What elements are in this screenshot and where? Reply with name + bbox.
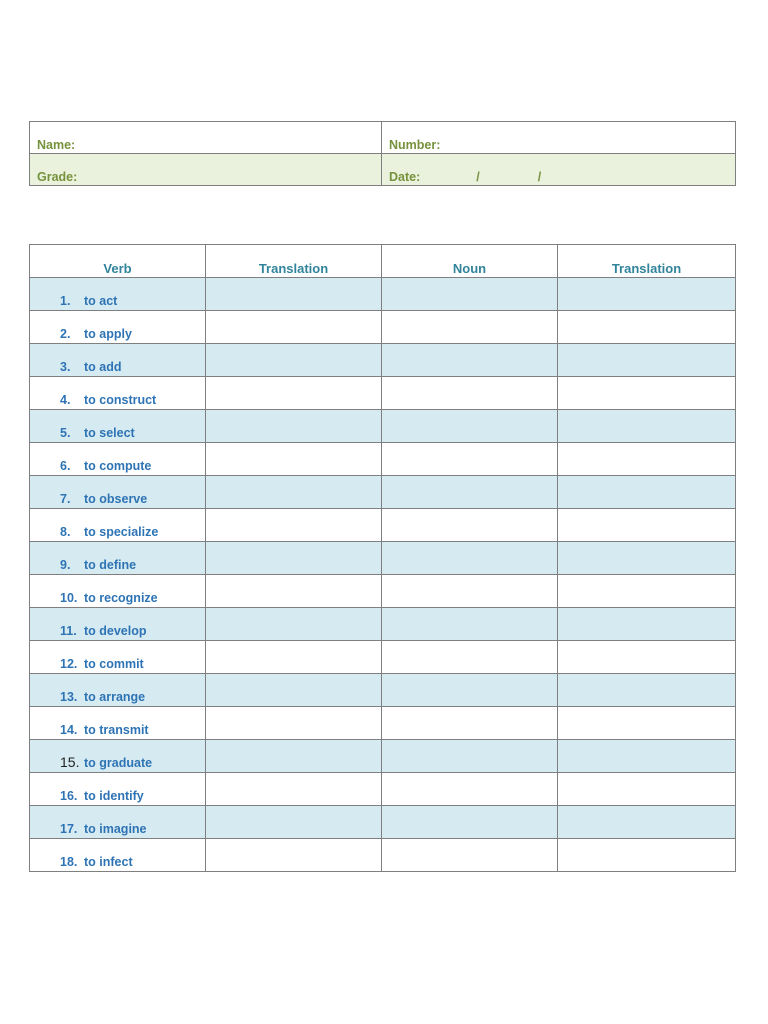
noun-cell[interactable] [382, 311, 558, 344]
verb-cell [30, 674, 206, 707]
column-header-translation: Translation [558, 245, 736, 278]
verb-text: to transmit [84, 723, 149, 737]
verb-text: to identify [84, 789, 144, 803]
verb-translation-cell[interactable] [206, 707, 382, 740]
verb-cell [30, 278, 206, 311]
verb-cell [30, 509, 206, 542]
noun-translation-cell[interactable] [558, 344, 736, 377]
verb-text: to infect [84, 855, 133, 869]
grade-field[interactable] [30, 154, 382, 186]
table-row [30, 311, 736, 344]
table-row [30, 608, 736, 641]
verb-text: to apply [84, 327, 132, 341]
table-row [30, 542, 736, 575]
row-number: 17. [60, 822, 78, 836]
date-field[interactable] [382, 154, 736, 186]
number-field[interactable] [382, 122, 736, 154]
row-number: 2. [60, 327, 71, 341]
noun-cell[interactable] [382, 377, 558, 410]
date-label: Date: [389, 170, 421, 184]
noun-cell[interactable] [382, 740, 558, 773]
verb-text: to develop [84, 624, 147, 638]
verb-translation-cell[interactable] [206, 476, 382, 509]
noun-cell[interactable] [382, 674, 558, 707]
row-number: 11. [60, 624, 77, 638]
table-header-row [30, 245, 736, 278]
verb-cell [30, 410, 206, 443]
verb-cell [30, 740, 206, 773]
column-header-translation: Translation [206, 245, 382, 278]
verb-text: to act [84, 294, 118, 308]
name-label: Name: [37, 138, 76, 152]
row-number: 12. [60, 657, 78, 671]
number-label: Number: [389, 138, 441, 152]
verb-translation-cell[interactable] [206, 740, 382, 773]
row-number: 9. [60, 558, 71, 572]
noun-cell[interactable] [382, 542, 558, 575]
noun-cell[interactable] [382, 509, 558, 542]
row-number: 6. [60, 459, 71, 473]
row-number: 7. [60, 492, 71, 506]
verb-text: to add [84, 360, 122, 374]
verb-cell [30, 839, 206, 872]
verb-translation-cell[interactable] [206, 278, 382, 311]
verb-text: to recognize [84, 591, 158, 605]
noun-translation-cell[interactable] [558, 410, 736, 443]
verb-text: to graduate [84, 756, 153, 770]
noun-translation-cell[interactable] [558, 311, 736, 344]
verb-translation-cell[interactable] [206, 575, 382, 608]
table-row [30, 575, 736, 608]
row-number: 3. [60, 360, 71, 374]
table-row [30, 806, 736, 839]
verb-cell [30, 542, 206, 575]
noun-cell[interactable] [382, 344, 558, 377]
verb-cell [30, 575, 206, 608]
verb-translation-cell[interactable] [206, 410, 382, 443]
verb-cell [30, 773, 206, 806]
noun-translation-cell[interactable] [558, 839, 736, 872]
date-separator: / [476, 170, 480, 184]
verb-text: to imagine [84, 822, 147, 836]
noun-translation-cell[interactable] [558, 476, 736, 509]
noun-translation-cell[interactable] [558, 509, 736, 542]
verb-text: to specialize [84, 525, 159, 539]
verb-cell [30, 476, 206, 509]
name-field[interactable] [30, 122, 382, 154]
info-row-name-number [30, 122, 736, 154]
noun-translation-cell[interactable] [558, 806, 736, 839]
date-separator: / [537, 170, 542, 184]
row-number: 1. [60, 294, 71, 308]
column-header-verb: Verb [30, 245, 206, 278]
verb-translation-cell[interactable] [206, 311, 382, 344]
verb-cell [30, 641, 206, 674]
row-number: 8. [60, 525, 71, 539]
noun-translation-cell[interactable] [558, 575, 736, 608]
noun-translation-cell[interactable] [558, 608, 736, 641]
table-row [30, 773, 736, 806]
verb-translation-cell[interactable] [206, 344, 382, 377]
student-info-table [29, 121, 736, 186]
verb-translation-cell[interactable] [206, 443, 382, 476]
noun-translation-cell[interactable] [558, 542, 736, 575]
noun-translation-cell[interactable] [558, 641, 736, 674]
verb-text: to construct [84, 393, 157, 407]
verb-translation-cell[interactable] [206, 773, 382, 806]
row-number: 15. [60, 754, 80, 770]
noun-cell[interactable] [382, 608, 558, 641]
noun-translation-cell[interactable] [558, 740, 736, 773]
verb-translation-cell[interactable] [206, 674, 382, 707]
verb-translation-cell[interactable] [206, 608, 382, 641]
noun-translation-cell[interactable] [558, 278, 736, 311]
noun-cell[interactable] [382, 839, 558, 872]
verb-translation-cell[interactable] [206, 377, 382, 410]
table-row [30, 476, 736, 509]
verb-text: to commit [84, 657, 144, 671]
table-row [30, 410, 736, 443]
verb-cell [30, 608, 206, 641]
noun-cell[interactable] [382, 443, 558, 476]
verb-text: to compute [84, 459, 152, 473]
noun-translation-cell[interactable] [558, 773, 736, 806]
noun-translation-cell[interactable] [558, 443, 736, 476]
noun-translation-cell[interactable] [558, 707, 736, 740]
verb-translation-cell[interactable] [206, 509, 382, 542]
table-row [30, 509, 736, 542]
verb-text: to select [84, 426, 135, 440]
noun-translation-cell[interactable] [558, 377, 736, 410]
noun-cell[interactable] [382, 410, 558, 443]
row-number: 14. [60, 723, 78, 737]
row-number: 16. [60, 789, 78, 803]
table-row [30, 674, 736, 707]
grade-label: Grade: [37, 170, 78, 184]
verb-text: to arrange [84, 690, 146, 704]
table-row [30, 707, 736, 740]
row-number: 10. [60, 591, 78, 605]
table-row [30, 641, 736, 674]
table-row [30, 740, 736, 773]
noun-cell[interactable] [382, 707, 558, 740]
verb-translation-cell[interactable] [206, 806, 382, 839]
row-number: 13. [60, 690, 78, 704]
row-number: 18. [60, 855, 78, 869]
verb-cell [30, 806, 206, 839]
verb-cell [30, 707, 206, 740]
table-row [30, 443, 736, 476]
noun-cell[interactable] [382, 773, 558, 806]
verb-translation-cell[interactable] [206, 839, 382, 872]
table-row [30, 377, 736, 410]
verb-text: to observe [84, 492, 148, 506]
verb-translation-cell[interactable] [206, 641, 382, 674]
noun-cell[interactable] [382, 278, 558, 311]
table-row [30, 839, 736, 872]
noun-cell[interactable] [382, 575, 558, 608]
noun-translation-cell[interactable] [558, 674, 736, 707]
row-number: 4. [60, 393, 71, 407]
verb-text: to define [84, 558, 137, 572]
verb-cell [30, 344, 206, 377]
noun-cell[interactable] [382, 641, 558, 674]
verb-cell [30, 443, 206, 476]
table-row [30, 344, 736, 377]
verb-cell [30, 377, 206, 410]
verb-cell [30, 311, 206, 344]
column-header-noun: Noun [382, 245, 558, 278]
verb-translation-cell[interactable] [206, 542, 382, 575]
noun-cell[interactable] [382, 806, 558, 839]
vocabulary-table [29, 244, 736, 872]
noun-cell[interactable] [382, 476, 558, 509]
vocabulary-rows [30, 278, 736, 872]
table-row [30, 278, 736, 311]
info-row-grade-date [30, 154, 736, 186]
row-number: 5. [60, 426, 71, 440]
